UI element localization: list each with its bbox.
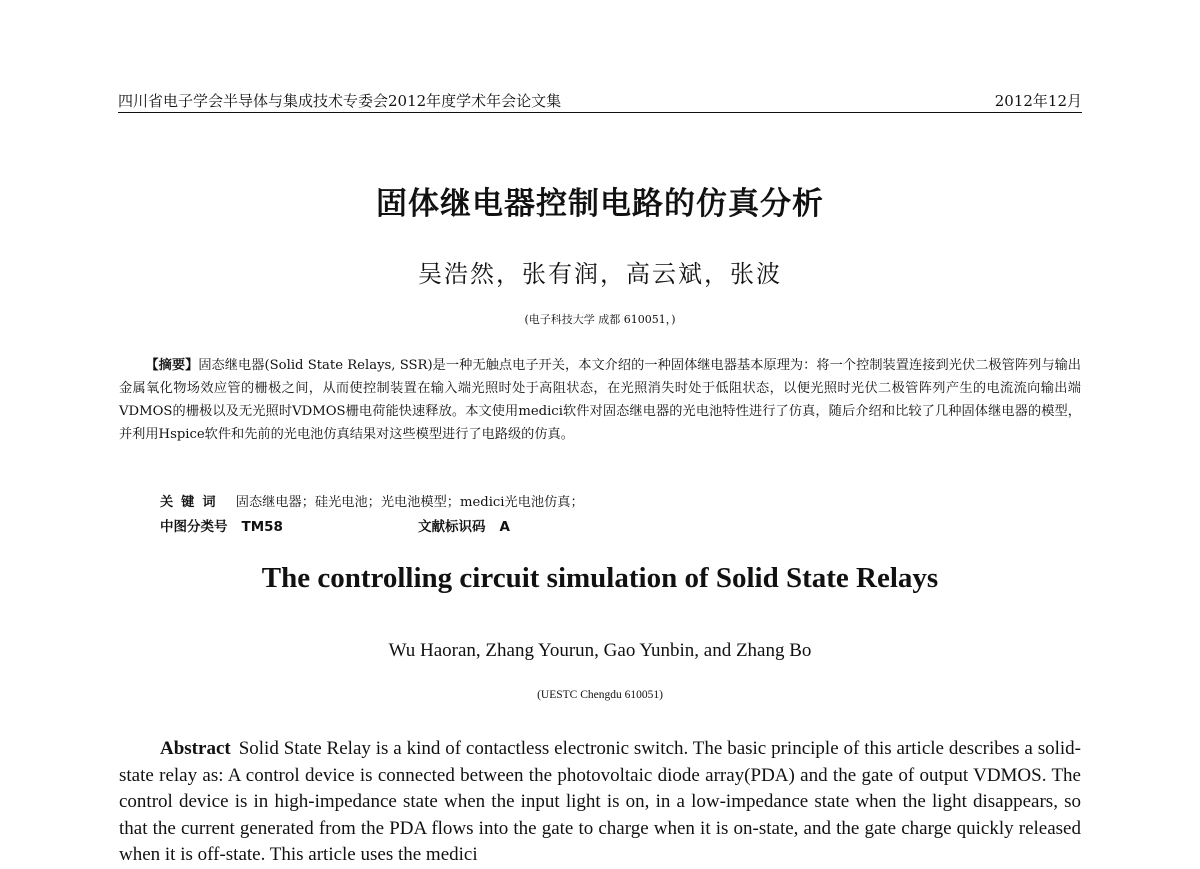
english-title: The controlling circuit simulation of Solid State Relays — [261, 562, 939, 594]
running-header-left: 四川省电子学会半导体与集成技术专委会2012年度学术年会论文集 — [118, 92, 562, 110]
english-authors: Wu Haoran, Zhang Yourun, Gao Yunbin, and Zhang Bo — [388, 640, 812, 661]
chinese-authors: 吴浩然，张有润，高云斌，张波 — [418, 260, 782, 288]
document-code-value: A — [499, 519, 510, 535]
class-number-label: 中图分类号 — [160, 519, 228, 535]
chinese-abstract — [119, 354, 1081, 446]
english-abstract-label: Abstract — [160, 738, 231, 759]
chinese-abstract-text: 固态继电器(Solid State Relays, SSR)是一种无触点电子开关，本文介绍的一种固体继电器基本原理为：将一个控制装置连接到光伏二极管阵列与输出金属氧化物场效应管的栅极之间，从而使控制装置在输入端光照时处于高阻状态，在光照消失时处于低阻状态，以便光照时光伏二极管阵列产生的电流流向输出端VDMOS的栅极以及无光照时VDMOS栅电荷能快速释放。本文使用medici软件对固态继电器的光电池特性进行了仿真，随后介绍和比较了几种固体继电器的模型，并利用Hspice软件和先前的光电池仿真结果对这些模型进行了电路级的仿真。 — [119, 358, 1081, 442]
keywords-label: 关键词 — [160, 495, 224, 510]
document-code-label: 文献标识码 — [418, 519, 486, 535]
chinese-keywords — [160, 492, 584, 514]
chinese-title: 固体继电器控制电路的仿真分析 — [376, 186, 824, 222]
classification-line — [160, 516, 510, 538]
keywords-text: 固态继电器；硅光电池；光电池模型；medici光电池仿真； — [235, 495, 584, 510]
english-abstract-text: Solid State Relay is a kind of contactless electronic switch. The basic principle of this article describes a solid-state relay as: A control device is connected between the photovoltaic diode array(PDA) and the gate of output VDMOS. The control device is in high-impedance state when the input light is on, in a low-impedance state when the light disappears, so that the current generated from the PDA flows into the gate to charge when it is on-state, and the gate charge quickly released when it is off-state. This article uses the medici — [119, 738, 1081, 866]
chinese-affiliation: (电子科技大学 成都 610051，) — [524, 313, 676, 326]
running-header-right: 2012年12月 — [994, 92, 1082, 110]
class-number-code: TM58 — [241, 519, 283, 535]
chinese-abstract-label: 【摘要】 — [145, 358, 199, 373]
english-abstract — [119, 736, 1081, 869]
running-header — [118, 86, 1082, 113]
english-affiliation: (UESTC Chengdu 610051) — [537, 689, 663, 701]
